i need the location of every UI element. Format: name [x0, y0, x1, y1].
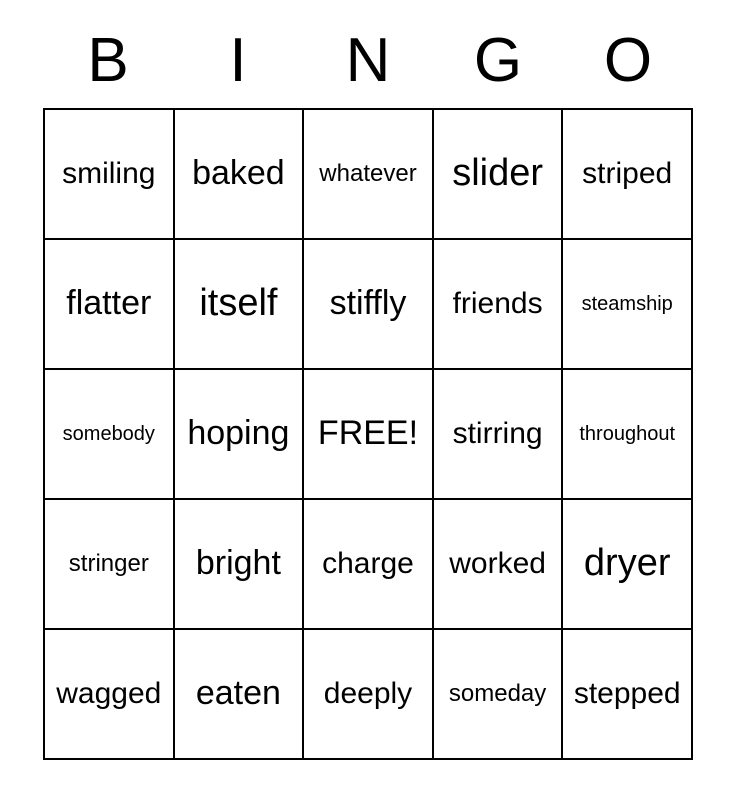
- bingo-cell[interactable]: [563, 630, 693, 760]
- bingo-cell[interactable]: [175, 370, 305, 500]
- bingo-cell-label: somebody: [62, 422, 155, 445]
- bingo-cell-label: deeply: [323, 677, 413, 711]
- bingo-cell[interactable]: [434, 630, 564, 760]
- bingo-cell-label: hoping: [187, 414, 290, 453]
- bingo-cell[interactable]: [304, 630, 434, 760]
- bingo-header-letter-n: N: [345, 26, 391, 95]
- bingo-cell[interactable]: [434, 500, 564, 630]
- bingo-cell[interactable]: [45, 240, 175, 370]
- bingo-cell[interactable]: [563, 240, 693, 370]
- bingo-header-letter-g: G: [473, 26, 523, 95]
- bingo-cell[interactable]: [304, 500, 434, 630]
- bingo-cell[interactable]: [45, 110, 175, 240]
- bingo-cell-label: stepped: [573, 677, 681, 711]
- bingo-cell-label: baked: [192, 154, 285, 193]
- bingo-cell-label: wagged: [56, 677, 162, 711]
- bingo-cell-label: worked: [449, 547, 546, 581]
- bingo-cell-label: steamship: [581, 292, 673, 315]
- bingo-cell-label: stiffly: [329, 284, 407, 323]
- bingo-cell-free[interactable]: [304, 370, 434, 500]
- bingo-cell[interactable]: [434, 110, 564, 240]
- bingo-cell[interactable]: [304, 240, 434, 370]
- bingo-grid: [43, 108, 693, 760]
- bingo-cell[interactable]: [304, 110, 434, 240]
- bingo-cell[interactable]: [45, 500, 175, 630]
- bingo-cell-label: slider: [452, 152, 543, 195]
- bingo-cell-label: charge: [322, 547, 414, 581]
- bingo-cell[interactable]: [434, 240, 564, 370]
- bingo-header-letter-b: B: [87, 26, 129, 95]
- bingo-cell-label: eaten: [195, 674, 281, 713]
- bingo-cell[interactable]: [563, 110, 693, 240]
- bingo-header-letter-o: O: [603, 26, 653, 95]
- bingo-cell-label: smiling: [62, 157, 156, 191]
- bingo-cell-label: stringer: [68, 550, 149, 578]
- bingo-cell-label: whatever: [319, 160, 417, 188]
- bingo-cell[interactable]: [175, 240, 305, 370]
- bingo-header-letter-i: I: [229, 26, 247, 95]
- bingo-cell-label: itself: [199, 282, 278, 325]
- bingo-cell[interactable]: [45, 370, 175, 500]
- bingo-cell-label: FREE!: [317, 414, 419, 453]
- bingo-cell-label: bright: [195, 544, 281, 583]
- bingo-cell-label: friends: [452, 287, 543, 321]
- bingo-cell-label: someday: [448, 680, 547, 708]
- bingo-cell[interactable]: [563, 500, 693, 630]
- bingo-header-row: [43, 0, 693, 96]
- bingo-cell[interactable]: [175, 500, 305, 630]
- bingo-cell-label: throughout: [579, 422, 676, 445]
- bingo-cell-label: striped: [582, 157, 673, 191]
- bingo-cell[interactable]: [434, 370, 564, 500]
- bingo-cell-label: flatter: [66, 284, 152, 323]
- bingo-cell[interactable]: [563, 370, 693, 500]
- bingo-cell-label: stirring: [452, 417, 543, 451]
- bingo-cell[interactable]: [45, 630, 175, 760]
- bingo-cell-label: dryer: [583, 542, 671, 585]
- bingo-cell[interactable]: [175, 110, 305, 240]
- bingo-cell[interactable]: [175, 630, 305, 760]
